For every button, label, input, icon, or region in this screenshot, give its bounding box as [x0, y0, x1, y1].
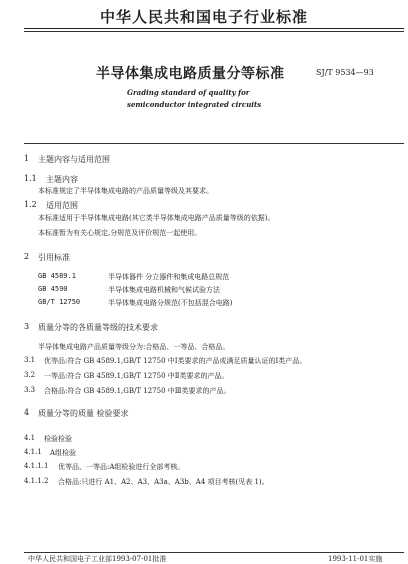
section-1-2-text-2: 本标准暂为有关心规定,分规范及评价规范一起使用。 [38, 229, 202, 237]
section-1-1-number: 1.1 [24, 174, 37, 183]
reference-name: 半导体集成电路分规范(不包括混合电路) [108, 299, 233, 307]
section-2-title: 引用标准 [38, 253, 70, 262]
section-3-number: 3 [24, 322, 30, 331]
reference-name: 半导体器件 分立器件和集成电路总规范 [108, 273, 230, 281]
standard-header: 中华人民共和国电子行业标准 [99, 8, 308, 26]
section-2-number: 2 [24, 252, 30, 261]
section-3-intro: 半导体集成电路产品质量等级分为:合格品、一等品、合格品。 [38, 343, 230, 351]
section-1-2-text-1: 本标准适用于半导体集成电路(其它类半导体集成电路产品质量等级的依据)。 [38, 214, 275, 222]
section-1-2-number: 1.2 [24, 200, 37, 209]
clause-text: 合格品:符合 GB 4589.1,GB/T 12750 中Ⅲ类要求的产品。 [44, 387, 231, 395]
approval-note: 中华人民共和国电子工业部1993-07-01批准 [28, 555, 167, 563]
clause-number: 3.3 [24, 386, 36, 394]
section-4-1-1-2-text: 合格品:只进行 A1、A2、A3、A3a、A3b、A4 项目考核(见表 1)。 [58, 478, 269, 486]
reference-code: GB 4590 [38, 285, 68, 293]
section-1-1-text: 本标准规定了半导体集成电路的产品质量等级及其要求。 [38, 187, 213, 195]
clause-number: 3.2 [24, 371, 36, 379]
standard-number: SJ/T 9534—93 [316, 68, 374, 77]
section-1-title: 主题内容与适用范围 [38, 155, 110, 164]
section-4-1-1-number: 4.1.1 [24, 448, 42, 456]
english-title-line1: Grading standard of quality for [127, 88, 250, 97]
section-4-1-1-2-number: 4.1.1.2 [24, 477, 49, 485]
clause-text: 一等品:符合 GB 4589.1,GB/T 12750 中Ⅱ类要求的产品。 [44, 372, 229, 380]
document-title: 半导体集成电路质量分等标准 [96, 66, 285, 82]
implementation-date: 1993-11-01实施 [328, 555, 383, 563]
footer-rule [24, 552, 404, 553]
section-4-1-number: 4.1 [24, 434, 36, 442]
section-4-1-1-1-number: 4.1.1.1 [24, 462, 49, 470]
reference-code: GB 4589.1 [38, 272, 76, 280]
clause-text: 优等品:符合 GB 4589.1,GB/T 12750 中Ⅰ类要求的产品或满足质量认证的Ⅰ类产品。 [44, 357, 307, 365]
title-divider [24, 143, 404, 144]
section-4-1-1-title: A组检验 [50, 449, 77, 457]
section-1-1-title: 主题内容 [46, 175, 78, 184]
section-4-1-1-1-text: 优等品、一等品:A组检验进行全部考核。 [58, 463, 185, 471]
header-rule-thin [24, 31, 404, 32]
reference-name: 半导体集成电路机械和气候试验方法 [108, 286, 220, 294]
english-title-line2: semiconductor integrated circuits [127, 100, 262, 109]
section-1-2-title: 适用范围 [46, 201, 78, 210]
section-1-number: 1 [24, 154, 30, 163]
section-4-number: 4 [24, 408, 30, 417]
clause-number: 3.1 [24, 356, 36, 364]
reference-code: GB/T 12750 [38, 298, 81, 306]
section-4-1-title: 检验检验 [44, 435, 72, 443]
section-4-title: 质量分等的质量 检验要求 [38, 409, 129, 418]
header-rule-thick [24, 28, 404, 29]
section-3-title: 质量分等的各质量等级的技术要求 [38, 323, 158, 332]
